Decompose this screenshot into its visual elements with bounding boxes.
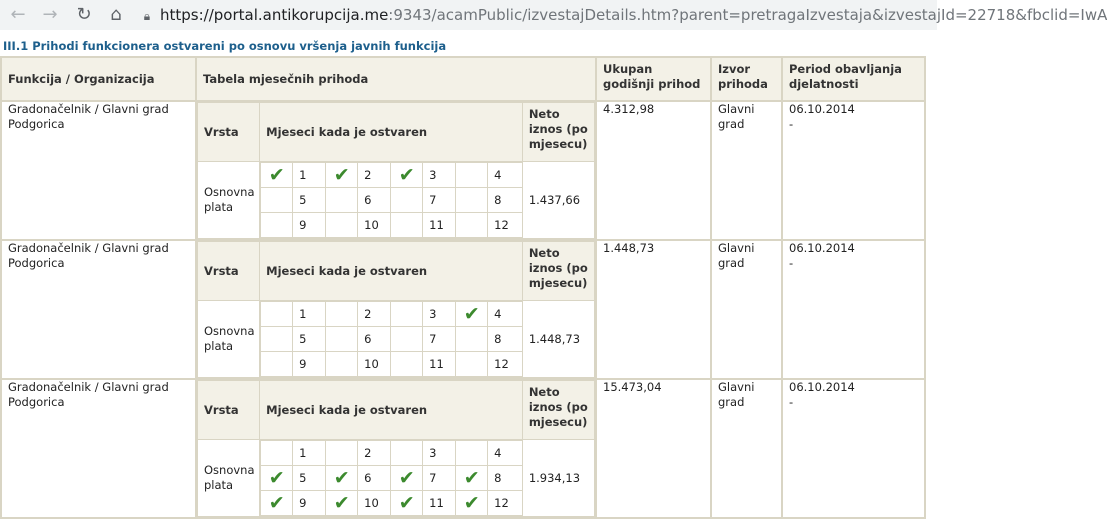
months-grid (260, 162, 523, 238)
checkmark-icon: ✔ (398, 164, 415, 186)
month-check-cell (261, 302, 293, 327)
month-number: 5 (293, 466, 326, 491)
reload-icon[interactable]: ↻ (76, 4, 92, 25)
table-row (1, 240, 925, 379)
month-number: 12 (488, 213, 523, 238)
section-title: III.1 Prihodi funkcionera ostvareni po osnovu vršenja javnih funkcija (3, 39, 447, 53)
checkmark-icon: ✔ (333, 164, 350, 186)
month-check-cell (326, 302, 358, 327)
month-number: 3 (423, 163, 456, 188)
month-check-cell (391, 188, 423, 213)
izvor-cell: Glavni grad (711, 240, 782, 379)
month-check-cell (261, 466, 293, 491)
checkmark-icon: ✔ (268, 492, 285, 514)
month-check-cell (391, 327, 423, 352)
checkmark-icon: ✔ (268, 164, 285, 186)
ukupan-cell: 1.448,73 (596, 240, 711, 379)
month-check-cell (456, 163, 488, 188)
month-number: 8 (488, 188, 523, 213)
month-check-cell (326, 188, 358, 213)
month-number: 3 (423, 302, 456, 327)
month-number: 11 (423, 213, 456, 238)
month-number: 9 (293, 213, 326, 238)
month-check-cell (391, 491, 423, 516)
vrsta-cell: Osnovna plata (198, 162, 260, 239)
header-tabela: Tabela mjesečnih prihoda (196, 57, 596, 101)
month-number: 2 (358, 302, 391, 327)
month-number: 11 (423, 352, 456, 377)
month-check-cell (261, 213, 293, 238)
month-number: 7 (423, 188, 456, 213)
month-number: 10 (358, 491, 391, 516)
month-check-cell (456, 213, 488, 238)
month-check-cell (456, 327, 488, 352)
header-izvor: Izvor prihoda (711, 57, 782, 101)
table-row (1, 101, 925, 240)
checkmark-icon: ✔ (268, 467, 285, 489)
period-cell (782, 240, 925, 379)
checkmark-icon: ✔ (398, 467, 415, 489)
vrsta-cell: Osnovna plata (198, 301, 260, 378)
home-icon[interactable]: ⌂ (110, 4, 122, 25)
month-number: 1 (293, 302, 326, 327)
month-number: 10 (358, 213, 391, 238)
back-arrow-icon[interactable]: ← (10, 4, 26, 25)
ukupan-cell: 4.312,98 (596, 101, 711, 240)
period-to: - (789, 117, 794, 131)
neto-cell: 1.437,66 (522, 162, 594, 239)
url-path: :9343/acamPublic/izvestajDetails.htm?parent=pretragaIzvestaja&izvestajId=22718&fbclid=IwA (388, 6, 1107, 24)
forward-arrow-icon[interactable]: → (42, 4, 58, 25)
checkmark-icon: ✔ (333, 467, 350, 489)
browser-toolbar (0, 0, 1107, 30)
month-check-cell (391, 352, 423, 377)
month-number: 7 (423, 327, 456, 352)
month-check-cell (326, 213, 358, 238)
checkmark-icon: ✔ (333, 492, 350, 514)
monthly-income-cell (196, 379, 596, 518)
period-from: 06.10.2014 (789, 241, 855, 255)
period-cell (782, 101, 925, 240)
period-from: 06.10.2014 (789, 102, 855, 116)
izvor-cell: Glavni grad (711, 101, 782, 240)
month-number: 1 (293, 441, 326, 466)
month-check-cell (261, 188, 293, 213)
month-number: 8 (488, 327, 523, 352)
address-bar[interactable] (140, 2, 1107, 28)
header-ukupan: Ukupan godišnji prihod (596, 57, 711, 101)
month-number: 2 (358, 163, 391, 188)
month-number: 11 (423, 491, 456, 516)
month-check-cell (391, 163, 423, 188)
vrsta-cell: Osnovna plata (198, 440, 260, 517)
header-period: Period obavljanja djelatnosti (782, 57, 925, 101)
header-neto: Neto iznos (po mjesecu) (522, 103, 594, 162)
month-number: 6 (358, 466, 391, 491)
month-check-cell (391, 441, 423, 466)
month-check-cell (456, 188, 488, 213)
month-number: 8 (488, 466, 523, 491)
month-number: 5 (293, 188, 326, 213)
month-check-cell (456, 441, 488, 466)
header-funkcija: Funkcija / Organizacija (1, 57, 196, 101)
month-number: 5 (293, 327, 326, 352)
month-check-cell (456, 352, 488, 377)
month-check-cell (326, 352, 358, 377)
table-row (1, 379, 925, 518)
month-check-cell (261, 352, 293, 377)
month-number: 10 (358, 352, 391, 377)
month-check-cell (326, 327, 358, 352)
month-number: 12 (488, 491, 523, 516)
monthly-income-table (197, 241, 595, 378)
month-check-cell (391, 213, 423, 238)
header-mjeseci: Mjeseci kada je ostvaren (260, 103, 523, 162)
checkmark-icon: ✔ (398, 492, 415, 514)
header-vrsta: Vrsta (198, 381, 260, 440)
month-check-cell (326, 491, 358, 516)
month-check-cell (391, 302, 423, 327)
funkcija-cell: Gradonačelnik / Glavni grad Podgorica (1, 101, 196, 240)
funkcija-cell: Gradonačelnik / Glavni grad Podgorica (1, 240, 196, 379)
month-check-cell (261, 327, 293, 352)
month-number: 4 (488, 163, 523, 188)
header-neto: Neto iznos (po mjesecu) (522, 242, 594, 301)
month-check-cell (391, 466, 423, 491)
izvor-cell: Glavni grad (711, 379, 782, 518)
header-neto: Neto iznos (po mjesecu) (522, 381, 594, 440)
url-domain: https://portal.antikorupcija.me (160, 6, 389, 24)
checkmark-icon: ✔ (463, 467, 480, 489)
lock-icon[interactable]: 🔒︎ (143, 9, 151, 23)
month-number: 12 (488, 352, 523, 377)
month-number: 1 (293, 163, 326, 188)
neto-cell: 1.448,73 (522, 301, 594, 378)
monthly-income-cell (196, 101, 596, 240)
months-grid (260, 301, 523, 377)
monthly-income-cell (196, 240, 596, 379)
period-to: - (789, 395, 794, 409)
neto-cell: 1.934,13 (522, 440, 594, 517)
ukupan-cell: 15.473,04 (596, 379, 711, 518)
header-vrsta: Vrsta (198, 242, 260, 301)
month-number: 3 (423, 441, 456, 466)
month-check-cell (326, 163, 358, 188)
month-number: 4 (488, 302, 523, 327)
month-number: 4 (488, 441, 523, 466)
month-number: 9 (293, 352, 326, 377)
header-mjeseci: Mjeseci kada je ostvaren (260, 381, 523, 440)
monthly-income-table (197, 102, 595, 239)
month-check-cell (261, 163, 293, 188)
month-check-cell (456, 491, 488, 516)
month-check-cell (261, 441, 293, 466)
funkcija-cell: Gradonačelnik / Glavni grad Podgorica (1, 379, 196, 518)
header-vrsta: Vrsta (198, 103, 260, 162)
month-number: 6 (358, 188, 391, 213)
checkmark-icon: ✔ (463, 492, 480, 514)
period-cell (782, 379, 925, 518)
month-check-cell (261, 491, 293, 516)
header-mjeseci: Mjeseci kada je ostvaren (260, 242, 523, 301)
checkmark-icon: ✔ (463, 303, 480, 325)
month-number: 7 (423, 466, 456, 491)
month-check-cell (326, 441, 358, 466)
period-from: 06.10.2014 (789, 380, 855, 394)
month-number: 2 (358, 441, 391, 466)
month-check-cell (456, 466, 488, 491)
income-table (0, 56, 926, 519)
month-check-cell (456, 302, 488, 327)
month-check-cell (326, 466, 358, 491)
month-number: 9 (293, 491, 326, 516)
month-number: 6 (358, 327, 391, 352)
months-grid (260, 440, 523, 516)
period-to: - (789, 256, 794, 270)
monthly-income-table (197, 380, 595, 517)
